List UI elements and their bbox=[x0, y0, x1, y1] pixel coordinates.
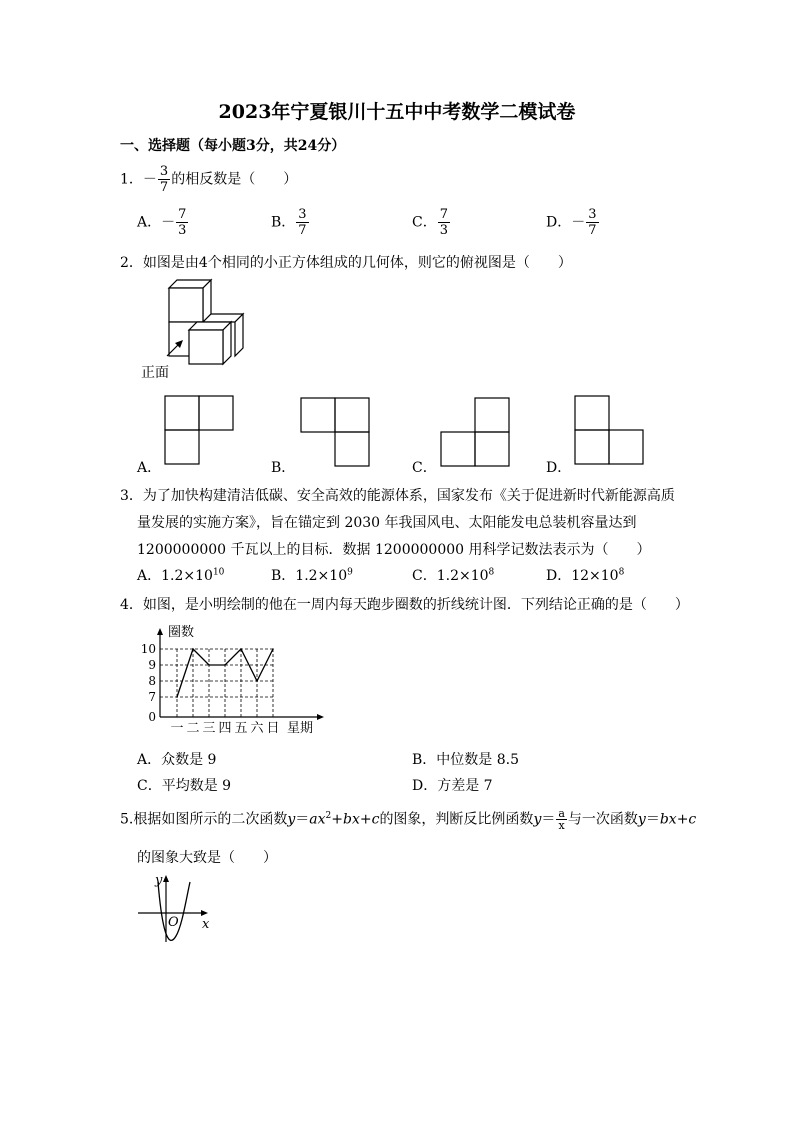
fraction-denominator: x bbox=[558, 819, 565, 832]
y-tick-label: 0 bbox=[148, 710, 156, 724]
math-op: ＝ bbox=[295, 811, 310, 828]
data-point bbox=[256, 680, 258, 682]
x-tick-label: 三 bbox=[202, 721, 216, 736]
fraction bbox=[176, 207, 188, 238]
cube-front-face bbox=[169, 288, 203, 322]
y-tick-label: 8 bbox=[148, 674, 156, 688]
question-text: 的图象，判断反比例函数 bbox=[379, 811, 534, 828]
parabola-curve bbox=[158, 882, 190, 940]
fraction-numerator: 7 bbox=[439, 207, 448, 222]
question-3-line-3: 1200000000 千瓦以上的目标．数据 1200000000 用科学记数法表示为（ ） bbox=[137, 542, 651, 558]
math-op: ＝ bbox=[541, 811, 556, 828]
data-point bbox=[240, 648, 242, 650]
minus-sign: － bbox=[142, 171, 157, 188]
question-text: 5.根据如图所示的二次函数 bbox=[120, 811, 288, 828]
q4-option-c: C．平均数是 9 bbox=[137, 778, 232, 794]
option-value: 12×10 bbox=[571, 568, 619, 584]
minus-sign: － bbox=[161, 214, 176, 231]
x-tick-label: 二 bbox=[186, 721, 200, 736]
option-label: C． bbox=[412, 214, 437, 231]
question-text: 与一次函数 bbox=[567, 811, 638, 828]
exponent: 2 bbox=[325, 810, 332, 821]
q3-option-b bbox=[271, 565, 353, 585]
option-label: A． bbox=[137, 568, 162, 584]
q1-option-b bbox=[271, 207, 310, 238]
q2-option-b-figure bbox=[300, 397, 372, 467]
x-axis-arrow-icon bbox=[317, 714, 324, 720]
page-title: 2023年宁夏银川十五中中考数学二模试卷 bbox=[218, 101, 576, 123]
option-value: 1.2×10 bbox=[161, 568, 213, 584]
data-point bbox=[208, 664, 210, 666]
q4-option-b: B．中位数是 8.5 bbox=[412, 752, 520, 768]
math-var: bx+c bbox=[659, 811, 697, 828]
fraction-numerator: 3 bbox=[159, 164, 169, 179]
q3-option-a bbox=[137, 565, 224, 585]
option-label: B． bbox=[271, 568, 296, 584]
question-1 bbox=[120, 164, 297, 195]
option-value: 1.2×10 bbox=[436, 568, 489, 584]
front-label: 正面 bbox=[141, 365, 169, 381]
question-5-line-1 bbox=[120, 808, 696, 831]
exponent: 9 bbox=[347, 567, 353, 578]
fraction-denominator: 7 bbox=[298, 223, 307, 238]
fraction-denominator: 7 bbox=[588, 223, 597, 238]
q2-option-a-figure bbox=[164, 395, 236, 465]
exponent: 8 bbox=[488, 567, 495, 578]
fraction-denominator: 3 bbox=[439, 223, 448, 238]
option-label: C． bbox=[412, 568, 437, 584]
origin-label: O bbox=[168, 915, 179, 930]
fraction-numerator: a bbox=[558, 807, 565, 820]
q2-option-c-label: C． bbox=[412, 460, 437, 476]
math-op: ＝ bbox=[645, 811, 660, 828]
parabola-figure bbox=[136, 870, 216, 945]
fraction bbox=[296, 207, 308, 238]
minus-sign: － bbox=[571, 214, 586, 231]
q2-option-b-label: B． bbox=[271, 460, 296, 476]
data-point bbox=[176, 696, 178, 698]
y-axis-arrow-icon bbox=[157, 628, 163, 635]
y-axis-arrow-icon bbox=[163, 875, 169, 882]
option-value: 1.2×10 bbox=[295, 568, 348, 584]
fraction-numerator: 3 bbox=[588, 207, 597, 222]
data-point bbox=[224, 664, 226, 666]
q2-option-c-figure bbox=[440, 397, 512, 467]
question-4: 4．如图，是小明绘制的他在一周内每天跑步圈数的折线统计图．下列结论正确的是（ ） bbox=[120, 597, 689, 613]
q4-option-d: D．方差是 7 bbox=[412, 778, 493, 794]
cube-side-face bbox=[235, 314, 243, 356]
option-label: A． bbox=[137, 214, 162, 231]
x-axis-arrow-icon bbox=[201, 910, 208, 916]
fraction-denominator: 7 bbox=[159, 180, 169, 195]
q1-option-d bbox=[546, 207, 600, 238]
math-var: ax bbox=[309, 811, 326, 828]
option-label: D． bbox=[546, 214, 572, 231]
y-tick-label: 9 bbox=[148, 658, 156, 672]
math-var: y bbox=[287, 811, 296, 828]
q2-option-d-label: D． bbox=[546, 460, 572, 476]
q3-option-c bbox=[412, 565, 494, 585]
fraction-denominator: 3 bbox=[178, 223, 187, 238]
q1-option-a bbox=[137, 207, 189, 238]
q4-option-a: A．众数是 9 bbox=[137, 752, 217, 768]
fraction bbox=[556, 808, 567, 831]
math-var: +bx+c bbox=[331, 811, 380, 828]
fraction bbox=[438, 207, 450, 238]
math-var: y bbox=[637, 811, 646, 828]
exponent: 10 bbox=[212, 567, 225, 578]
section-header: 一、选择题（每小题3分，共24分） bbox=[120, 138, 346, 154]
y-tick-label: 10 bbox=[140, 642, 156, 656]
x-tick-label: 四 bbox=[218, 721, 232, 736]
x-tick-label: 五 bbox=[234, 721, 248, 736]
cube-front-face bbox=[189, 330, 223, 364]
q2-option-a-label: A． bbox=[137, 460, 162, 476]
option-label: B． bbox=[271, 214, 296, 231]
y-axis-label: y bbox=[155, 873, 163, 888]
option-label: D． bbox=[546, 568, 572, 584]
data-point bbox=[272, 648, 274, 650]
q3-option-d bbox=[546, 565, 624, 585]
y-axis-label: 圈数 bbox=[168, 625, 195, 640]
x-axis-label: x bbox=[202, 917, 210, 932]
y-tick-label: 7 bbox=[148, 690, 156, 704]
x-tick-label: 六 bbox=[250, 721, 264, 736]
fraction bbox=[158, 164, 170, 195]
fraction bbox=[586, 207, 598, 238]
question-3-line-1: 3．为了加快构建清洁低碳、安全高效的能源体系，国家发布《关于促进新时代新能源高质 bbox=[120, 488, 675, 504]
x-tick-label: 一 bbox=[170, 721, 184, 736]
cube-side-face bbox=[223, 322, 231, 364]
question-3-line-2: 量发展的实施方案》，旨在锚定到 2030 年我国风电、太阳能发电总装机容量达到 bbox=[137, 515, 637, 531]
line-chart bbox=[140, 620, 330, 740]
fraction-numerator: 7 bbox=[178, 207, 187, 222]
math-var: y bbox=[533, 811, 542, 828]
question-5-line-2: 的图象大致是（ ） bbox=[137, 850, 277, 866]
question-number: 1． bbox=[120, 171, 143, 188]
question-2: 2．如图是由4个相同的小正方体组成的几何体，则它的俯视图是（ ） bbox=[120, 255, 572, 271]
q1-option-c bbox=[412, 207, 451, 238]
x-tick-label: 日 bbox=[266, 721, 280, 736]
x-axis-label: 星期 bbox=[287, 721, 314, 736]
exponent: 8 bbox=[618, 567, 625, 578]
data-point bbox=[192, 648, 194, 650]
question-text: 的相反数是（ ） bbox=[171, 171, 298, 188]
q2-option-d-figure bbox=[574, 395, 646, 465]
fraction-numerator: 3 bbox=[298, 207, 307, 222]
